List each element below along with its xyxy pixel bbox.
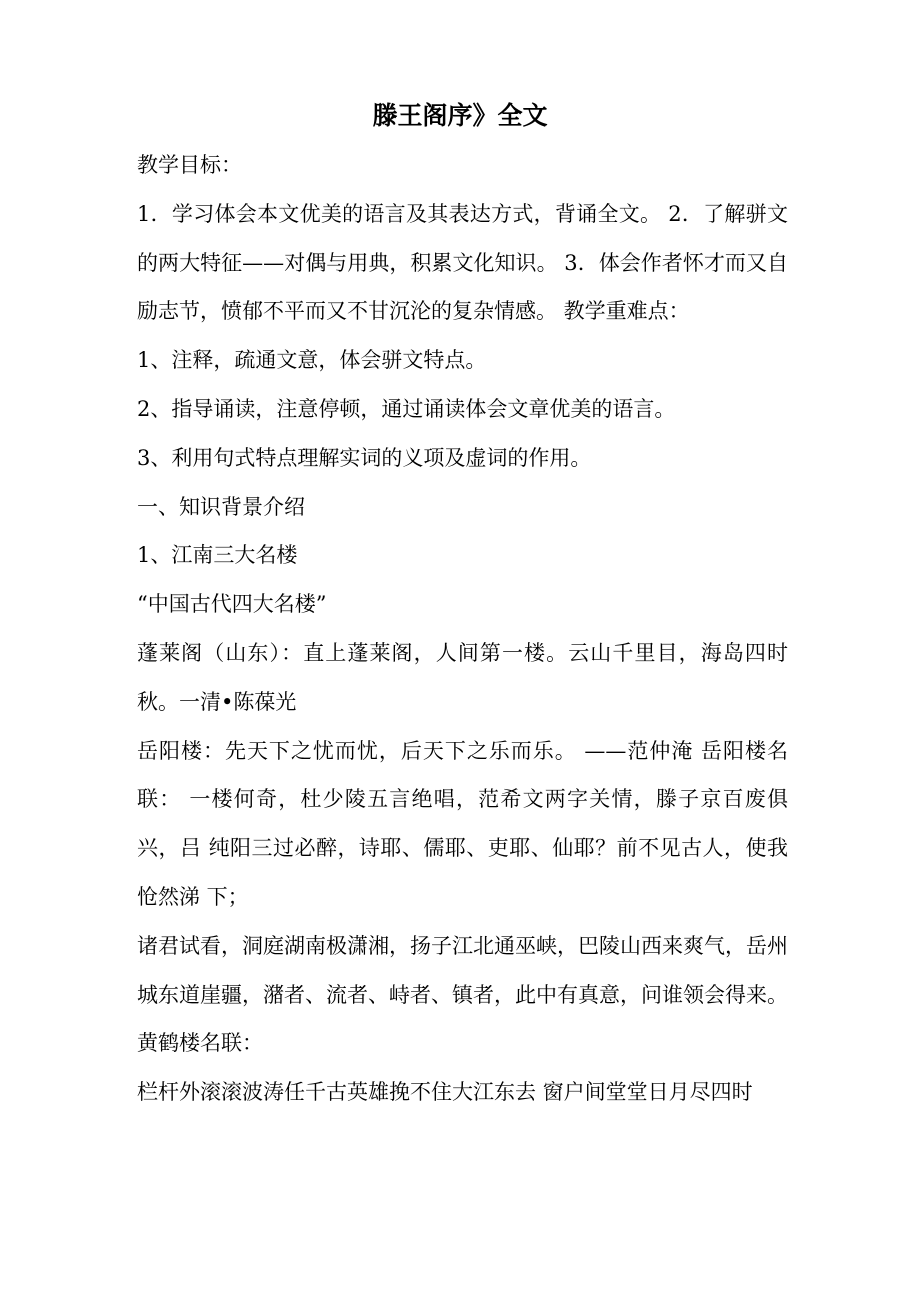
paragraph-penglai-pavilion: 蓬莱阁（山东）：直上蓬莱阁，人间第一楼。云山千里目，海岛四时秋。一清•陈葆光 — [137, 640, 788, 714]
paragraph-difficulty-1: 1、注释，疏通文意，体会骈文特点。 — [137, 348, 487, 373]
document-body — [137, 141, 788, 1117]
paragraph-yueyang-tower: 岳阳楼：先天下之忧而忧，后天下之乐而乐。 ——范仲淹 岳阳楼名联： 一楼何奇，杜少陵五言绝唱，范希文两字关情，滕子京百废俱兴，吕 纯阳三过必醉，诗耶、儒耶、吏耶、仙耶？前不见古人，使我怆然涕 下； — [137, 738, 788, 909]
subsection-heading-three-towers: 1、江南三大名楼 — [137, 543, 298, 568]
paragraph-objectives-list: 1．学习体会本文优美的语言及其表达方式，背诵全文。 2．了解骈文的两大特征——对偶与用典，积累文化知识。 3．体会作者怀才而又自励志节，愤郁不平而又不甘沉沦的复杂情感。 教学重难点： — [137, 201, 788, 324]
section-heading-background: 一、知识背景介绍 — [137, 494, 305, 519]
paragraph-difficulty-3: 3、利用句式特点理解实词的义项及虚词的作用。 — [137, 445, 592, 470]
document-title: 滕王阁序》全文 — [372, 101, 548, 130]
paragraph-yueyang-couplet-second: 诸君试看，洞庭湖南极潇湘，扬子江北通巫峡，巴陵山西来爽气，岳州城东道崖疆，潴者、流者、峙者、镇者，此中有真意，问谁领会得来。 — [137, 933, 788, 1007]
paragraph-objectives-heading: 教学目标： — [137, 153, 242, 177]
paragraph-difficulty-2: 2、指导诵读，注意停顿，通过诵读体会文章优美的语言。 — [137, 396, 676, 421]
paragraph-yellow-crane-heading: 黄鹤楼名联： — [137, 1031, 263, 1056]
paragraph-four-towers-quote: “中国古代四大名楼” — [137, 592, 327, 617]
paragraph-yellow-crane-couplet: 栏杆外滚滚波涛任千古英雄挽不住大江东去 窗户间堂堂日月尽四时 — [137, 1080, 753, 1105]
